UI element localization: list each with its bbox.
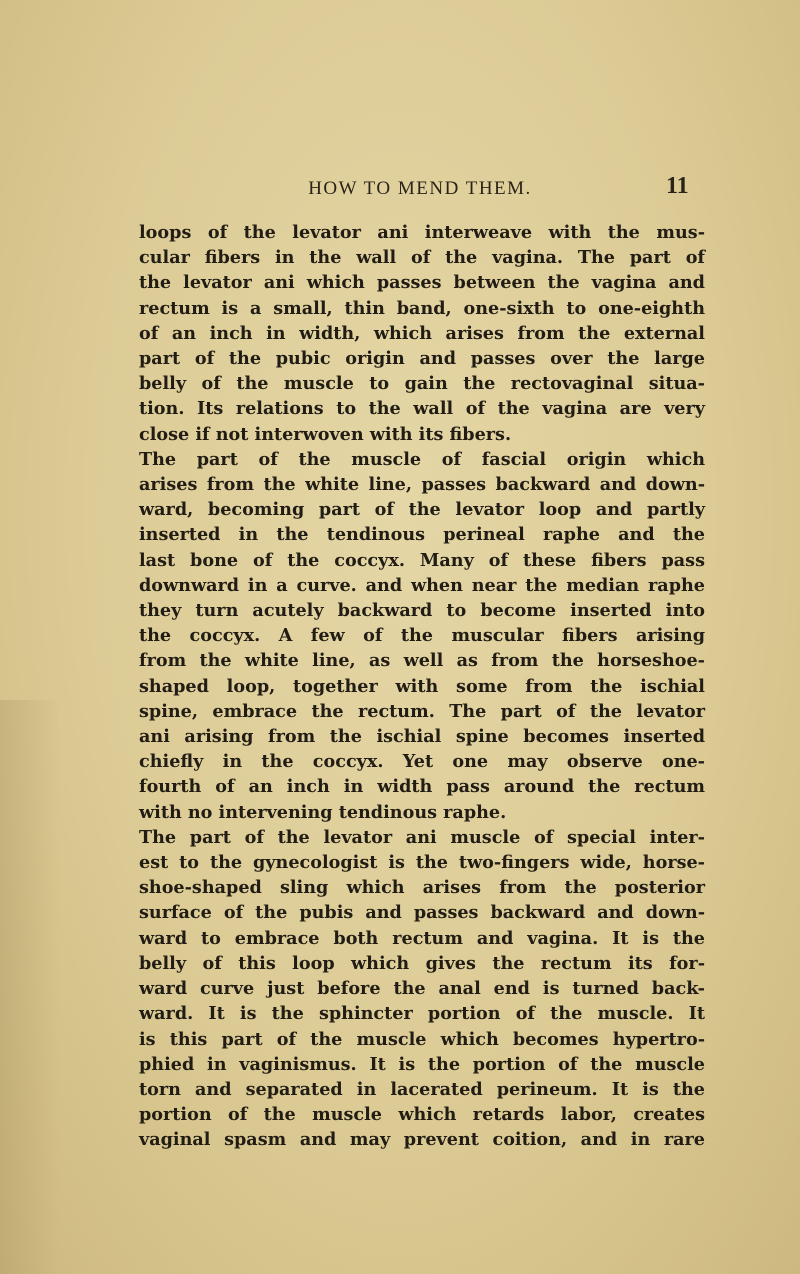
page-shadow (0, 700, 60, 1274)
text-line: ward to embrace both rectum and vagina. It is the (139, 927, 705, 949)
text-line: surface of the pubis and passes backward and down- (139, 902, 705, 924)
text-line: close if not interwoven with its fibers. (139, 423, 512, 445)
text-line: they turn acutely backward to become inserted into (139, 600, 705, 622)
text-line: The part of the muscle of fascial origin which (139, 448, 705, 470)
text-line: of an inch in width, which arises from the external (139, 322, 705, 344)
text-line: arises from the white line, passes backward and down- (139, 474, 705, 496)
text-line: tion. Its relations to the wall of the vagina are very (139, 398, 705, 420)
text-line: rectum is a small, thin band, one-sixth to one-eighth (139, 297, 705, 319)
paragraph-1 (139, 220, 705, 447)
text-line: chiefly in the coccyx. Yet one may observe one- (139, 751, 705, 773)
text-line: part of the pubic origin and passes over the large (139, 348, 705, 370)
paragraph-3 (139, 825, 705, 1153)
text-line: torn and separated in lacerated perineum. It is the (139, 1078, 705, 1100)
text-line: spine, embrace the rectum. The part of the levator (139, 700, 705, 722)
text-line: portion of the muscle which retards labor, creates (139, 1104, 705, 1126)
running-head: HOW TO MEND THEM. (308, 178, 532, 199)
text-line: fourth of an inch in width pass around the rectum (139, 776, 705, 798)
text-line: ward. It is the sphincter portion of the muscle. It (139, 1003, 705, 1025)
text-line: from the white line, as well as from the horseshoe- (139, 650, 705, 672)
text-line: ward, becoming part of the levator loop and partly (139, 499, 705, 521)
text-line: the coccyx. A few of the muscular fibers arising (139, 625, 705, 647)
text-line: phied in vaginismus. It is the portion of the muscle (139, 1053, 705, 1075)
text-line: The part of the levator ani muscle of special inter- (139, 826, 705, 848)
text-line: ward curve just before the anal end is turned back- (139, 978, 705, 1000)
text-line: est to the gynecologist is the two-fingers wide, horse- (139, 852, 705, 874)
text-line: inserted in the tendinous perineal raphe and the (139, 524, 705, 546)
text-line: cular fibers in the wall of the vagina. The part of (139, 247, 705, 269)
text-line: belly of this loop which gives the rectum its for- (139, 952, 705, 974)
text-line: belly of the muscle to gain the rectovaginal situa- (139, 373, 705, 395)
text-line: with no intervening tendinous raphe. (139, 801, 507, 823)
text-line: downward in a curve. and when near the median raphe (139, 574, 705, 596)
text-line: the levator ani which passes between the vagina and (139, 272, 705, 294)
text-line: is this part of the muscle which becomes hypertro- (139, 1028, 705, 1050)
page-number: 11 (666, 173, 689, 199)
body-text (139, 220, 705, 1153)
text-line: vaginal spasm and may prevent coition, and in rare (139, 1129, 705, 1151)
paragraph-2 (139, 447, 705, 825)
text-line: last bone of the coccyx. Many of these fibers pass (139, 549, 705, 571)
text-line: loops of the levator ani interweave with the mus- (139, 222, 705, 243)
text-line: ani arising from the ischial spine becomes inserted (139, 726, 705, 748)
text-line: shoe-shaped sling which arises from the posterior (139, 877, 705, 899)
text-line: shaped loop, together with some from the ischial (139, 675, 705, 697)
